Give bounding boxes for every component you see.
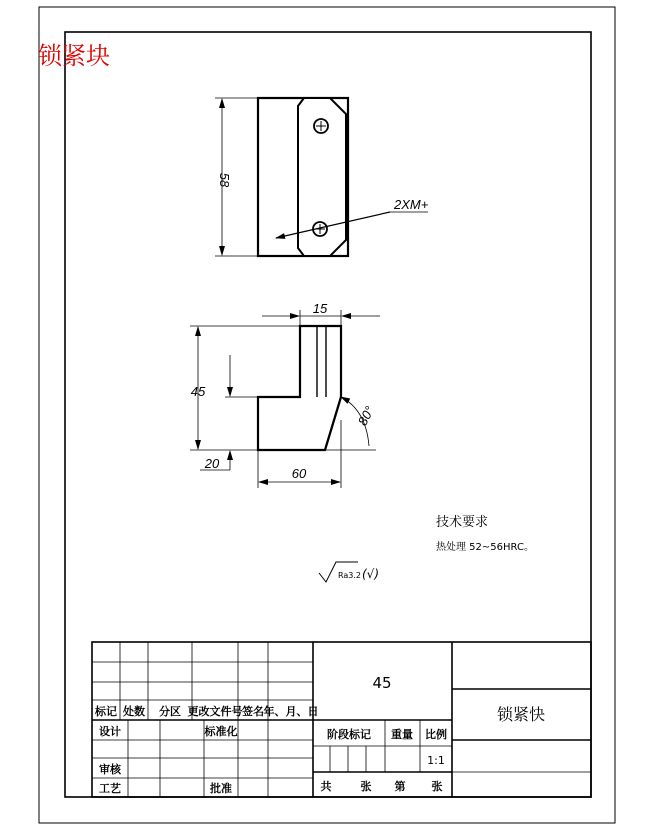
- scale-value: 1:1: [427, 754, 445, 767]
- tech-heading: 技术要求: [436, 515, 489, 530]
- rev-header-doc: 更改文件号: [187, 705, 243, 718]
- drawing-title: 锁紧块: [38, 42, 110, 70]
- scale-label: 比例: [425, 728, 447, 741]
- total-label: 共: [320, 780, 332, 793]
- material-label: 45: [372, 674, 392, 692]
- rev-header-zone: 分区: [159, 705, 181, 718]
- dim-20-label: 20: [204, 456, 220, 471]
- sheet-no-label: 第: [394, 780, 406, 793]
- dim-58-label: 58: [217, 172, 232, 188]
- rev-header-sign: 签名: [242, 705, 264, 718]
- slot-plate: [298, 98, 346, 256]
- roughness-suffix: (√): [362, 567, 380, 581]
- weight-label: 重量: [391, 728, 413, 741]
- front-view: [215, 98, 428, 256]
- dim-45-label: 45: [190, 384, 206, 399]
- standardize-label: 标准化: [204, 725, 238, 738]
- process-label: 工艺: [99, 782, 121, 795]
- review-label: 审核: [99, 763, 121, 776]
- sheets-label: 张: [360, 780, 372, 793]
- hole-note: 2XM+: [394, 197, 429, 212]
- dim-60-label: 60: [291, 466, 307, 481]
- sheet-unit-label: 张: [431, 780, 443, 793]
- roughness-value: Ra3.2: [338, 571, 362, 580]
- dim-angle-label: 80°: [354, 403, 378, 429]
- part-name: 锁紧快: [496, 705, 546, 724]
- tech-hardness: 热处理 52~56HRC。: [436, 542, 534, 553]
- stage-mark-label: 阶段标记: [327, 728, 371, 741]
- rev-header-date: 年、月、日: [263, 705, 319, 718]
- side-outline: [258, 326, 341, 450]
- approve-label: 批准: [210, 782, 232, 795]
- dim-15-label: 15: [312, 301, 328, 316]
- design-label: 设计: [99, 725, 121, 738]
- rev-header-mark: 标记: [95, 705, 117, 718]
- rev-header-count: 处数: [123, 705, 145, 718]
